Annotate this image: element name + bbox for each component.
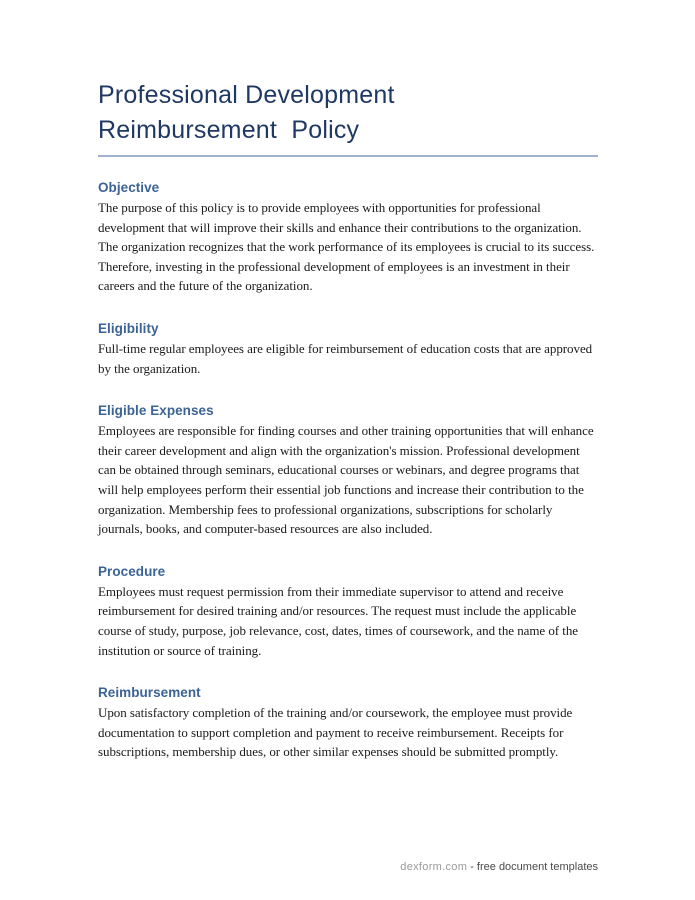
section-eligible-expenses xyxy=(98,402,598,539)
section-eligibility xyxy=(98,320,598,378)
section-reimbursement xyxy=(98,684,598,762)
page-title-line-2: Reimbursement Policy xyxy=(98,116,360,144)
section-body-eligibility: Full-time regular employees are eligible for reimbursement of education costs that are approved by the organization. xyxy=(98,340,593,376)
section-heading-procedure: Procedure xyxy=(98,563,166,579)
footer-tagline: - free document templates xyxy=(467,861,598,873)
section-objective xyxy=(98,179,598,296)
section-heading-eligibility: Eligibility xyxy=(98,320,159,336)
document-content xyxy=(98,0,598,762)
section-body-eligible-expenses: Employees are responsible for finding courses and other training opportunities that will enhance their career development and align with the organization's mission. Professional development can be obtained through seminars, educational courses or webinars, and degree programs that will help employees perform their essential job functions and increase their contribution to the organization. Membership fees to professional organizations, subscriptions for scholarly journals, books, and computer-based resources are also included. xyxy=(98,423,594,537)
section-heading-objective: Objective xyxy=(98,180,160,195)
page-title-line-1: Professional Development xyxy=(98,81,395,109)
section-body-reimbursement: Upon satisfactory completion of the training and/or coursework, the employee must provide documentation to support completion and payment to receive reimbursement. Receipts for subscriptions, membership dues, or other similar expenses should be submitted promptly. xyxy=(98,705,573,760)
section-heading-eligible-expenses: Eligible Expenses xyxy=(98,403,214,419)
section-heading-reimbursement: Reimbursement xyxy=(98,685,201,701)
page-footer xyxy=(98,846,598,888)
section-body-objective: The purpose of this policy is to provide employees with opportunities for professional development that will improve their skills and enhance their contributions to the organization. The organization recognizes that the work performance of its employees is crucial to its success. Therefore, investing in the professional development of employees is an investment in their careers and the future of the organization. xyxy=(98,200,595,294)
footer-brand: dexform.com xyxy=(400,861,468,873)
section-body-procedure: Employees must request permission from their immediate supervisor to attend and receive reimbursement for desired training and/or resources. The request must include the applicable course of study, purpose, job relevance, cost, dates, times of coursework, and the name of the institution or source of training. xyxy=(98,583,579,658)
title-divider xyxy=(98,155,598,157)
page-title xyxy=(98,0,598,148)
section-procedure xyxy=(98,563,598,660)
